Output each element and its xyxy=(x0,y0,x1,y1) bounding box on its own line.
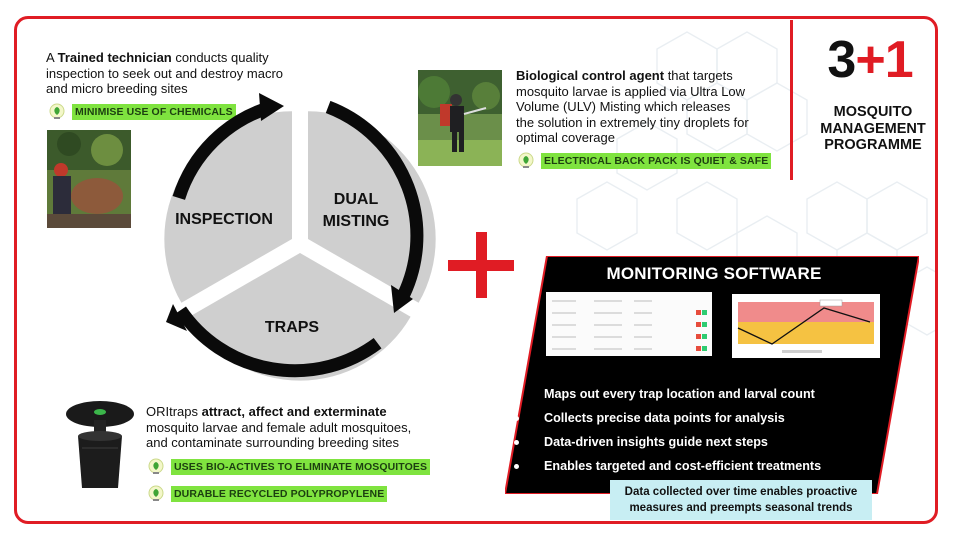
technician-inspection-photo xyxy=(47,130,131,228)
feature-item: Data-driven insights guide next steps xyxy=(510,430,910,454)
logo-one: 1 xyxy=(884,31,913,89)
inspection-highlight: Trained technician xyxy=(57,50,172,65)
tag-minimise-chemicals: MINIMISE USE OF CHEMICALS xyxy=(48,103,236,121)
misting-backpack-photo xyxy=(418,70,502,166)
traps-highlight: attract, affect and exterminate xyxy=(201,404,387,419)
traps-label: TRAPS xyxy=(264,319,320,336)
misting-highlight: Biological control agent xyxy=(516,68,665,83)
logo-plus: + xyxy=(855,31,885,89)
dual-label: DUAL xyxy=(333,191,379,208)
data-over-time-note: Data collected over time enables proactive measures and preempts seasonal trends xyxy=(610,480,872,520)
tag-bio-actives: USES BIO-ACTIVES TO ELIMINATE MOSQUITOES xyxy=(147,458,430,476)
eco-leaf-icon xyxy=(147,485,165,503)
eco-leaf-icon xyxy=(517,152,535,170)
eco-leaf-icon xyxy=(147,458,165,476)
misting-label: MISTING xyxy=(322,213,390,230)
monitoring-software-title: MONITORING SOFTWARE xyxy=(606,264,822,283)
inspection-description: A Trained technician conducts quality inspection to seek out and destroy macro and micro breeding sites xyxy=(46,50,284,96)
inspection-label: INSPECTION xyxy=(175,211,273,228)
software-table-screenshot xyxy=(546,292,712,356)
brand-divider xyxy=(790,20,793,180)
software-feature-list xyxy=(510,382,910,478)
cycle-diagram xyxy=(150,92,450,392)
oritrap-photo xyxy=(64,398,136,494)
traps-description: ORItraps attract, affect and exterminate mosquito larvae and female adult mosquitoes, and contaminate surrounding breeding sites xyxy=(146,404,412,450)
feature-item: Enables targeted and cost-efficient treatments xyxy=(510,454,910,478)
feature-item: Collects precise data points for analysis xyxy=(510,406,910,430)
feature-item: Maps out every trap location and larval count xyxy=(510,382,910,406)
software-chart-screenshot xyxy=(732,294,880,358)
eco-leaf-icon xyxy=(48,103,66,121)
misting-description: Biological control agent that targets mosquito larvae is applied via Ultra Low Volume (ULV) Misting which releases the solution in extremely tiny droplets for optimal coverage xyxy=(516,68,749,145)
programme-title: MOSQUITO MANAGEMENT PROGRAMME xyxy=(820,104,926,153)
tag-backpack-quiet: ELECTRICAL BACK PACK IS QUIET & SAFE xyxy=(517,152,771,170)
tag-recycled-polypropylene: DURABLE RECYCLED POLYPROPYLENE xyxy=(147,485,387,503)
programme-logo xyxy=(800,30,940,90)
logo-three: 3 xyxy=(827,31,856,89)
